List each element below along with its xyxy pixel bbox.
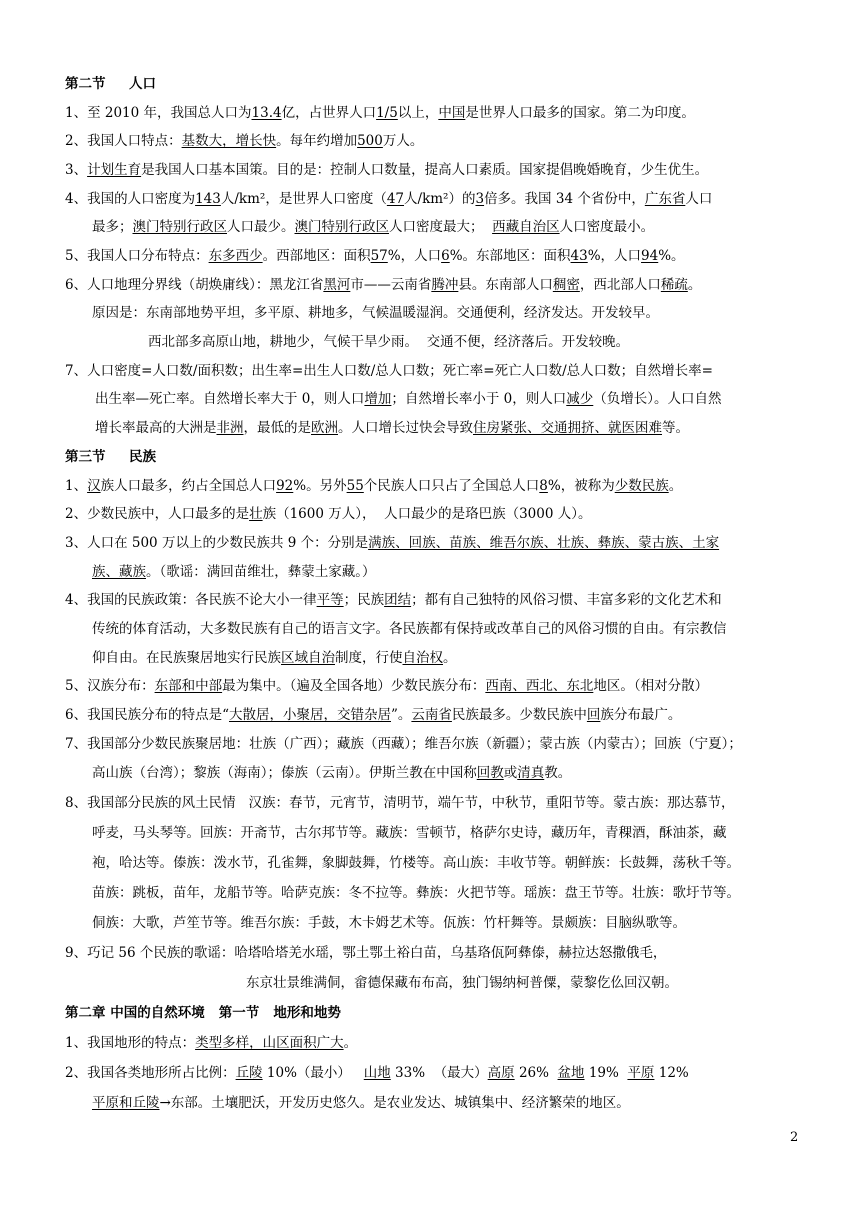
underlined-term: 13.4 (251, 105, 282, 121)
underlined-term: 高原 (487, 1065, 515, 1081)
page-number: 2 (790, 1130, 799, 1145)
text-line (65, 131, 423, 151)
text-segment: 或 (503, 765, 518, 781)
text-segment: 出生率—死亡率。自然增长率大于 0，则人口 (95, 391, 365, 407)
text-line (92, 648, 457, 668)
text-line (65, 476, 682, 496)
underlined-term: 1/5 (376, 105, 398, 121)
text-line (65, 676, 708, 696)
underlined-term: 西南、西北、东北 (485, 678, 594, 694)
underlined-term: 稠密 (552, 277, 580, 293)
text-segment: 民族 (105, 449, 156, 465)
text-line (65, 943, 666, 963)
text-line (65, 246, 685, 266)
text-line (92, 823, 727, 843)
text-segment: 增长率最高的大洲是 (95, 420, 217, 436)
text-line (65, 734, 742, 754)
text-line (92, 883, 740, 903)
text-segment: 。人口增长过快会导致 (338, 420, 473, 436)
text-segment: 仰自由。在民族聚居地实行民族 (92, 650, 281, 666)
text-segment: 6、人口地理分界线（胡焕庸线）：黑龙江省 (65, 277, 324, 293)
text-segment: ；自然增长率小于 0，则人口 (391, 391, 567, 407)
underlined-term: 3 (475, 191, 485, 207)
underlined-term: 43 (570, 248, 588, 264)
text-segment: 10%（最小） (262, 1065, 364, 1081)
underlined-term: 中国 (438, 105, 466, 121)
underlined-term: 47 (386, 191, 405, 207)
text-line (65, 103, 695, 123)
underlined-term: 汉 (87, 478, 101, 494)
text-segment: 2、少数民族中，人口最多的是 (65, 506, 250, 522)
text-line (65, 275, 701, 295)
text-segment: 族人口最多，约占全国总人口 (100, 478, 277, 494)
underlined-term: 自治权 (402, 650, 443, 666)
underlined-term: 澳门特别行政区 (132, 219, 227, 235)
underlined-term: 澳门特别行政区 (294, 219, 389, 235)
text-segment: 民族最多。少数民族中 (451, 707, 587, 723)
text-segment: 4、我国的人口密度为 (65, 191, 196, 207)
underlined-term: 丘陵 (235, 1065, 263, 1081)
text-segment: 族分布最广。 (600, 707, 682, 723)
text-segment: 等。 (662, 420, 689, 436)
text-segment: ”。 (391, 707, 412, 723)
text-segment: 2、我国各类地形所占比例： (65, 1065, 236, 1081)
underlined-term: 清真 (517, 765, 545, 781)
underlined-term: 类型多样，山区面积广大 (195, 1035, 344, 1051)
text-segment: 族（1600 万人）， 人口最少的是珞巴族（3000 人）。 (262, 506, 592, 522)
text-segment: 最多； (92, 219, 133, 235)
text-segment: %。另外 (293, 478, 347, 494)
text-segment: 袍，哈达等。傣族：泼水节，孔雀舞，象脚鼓舞，竹楼等。高山族：丰收节等。朝鲜族：长鼓舞，荡秋千等。 (92, 855, 740, 871)
text-line (65, 705, 681, 725)
text-line (65, 160, 708, 180)
text-line (65, 533, 719, 553)
text-segment: 4、我国的民族政策：各民族不论大小一律 (65, 592, 317, 608)
text-segment: 。 (687, 277, 702, 293)
text-segment: 7、人口密度=人口数/面积数；出生率=出生人口数/总人口数；死亡率=死亡人口数/总人口数；自然增长率= (65, 363, 713, 379)
text-line (92, 562, 376, 582)
underlined-term: 减少 (566, 391, 594, 407)
text-segment: 12% (654, 1065, 689, 1081)
text-segment: 地区。（相对分散） (593, 678, 709, 694)
text-segment: 。（歌谣：满回苗维壮，彝蒙土家藏。） (146, 564, 376, 580)
text-segment: 第三节 (65, 449, 106, 465)
text-segment: 。西部地区：面积 (262, 248, 371, 264)
text-segment: 3、人口在 500 万以上的少数民族共 9 个：分别是 (65, 535, 369, 551)
text-segment: 人口密度最大； (389, 219, 493, 235)
text-segment: 是我国人口基本国策。目的是：控制人口数量，提高人口素质。国家提倡晚婚晚育，少生优生。 (141, 162, 709, 178)
underlined-term: 稀疏 (660, 277, 688, 293)
text-segment: 19% (584, 1065, 628, 1081)
text-line (92, 763, 571, 783)
text-segment: 。 (343, 1035, 358, 1051)
text-segment: 7、我国部分少数民族聚居地：壮族（广西）；藏族（西藏）；维吾尔族（新疆）；蒙古族（内蒙古）；回族（宁夏）； (65, 736, 742, 752)
text-segment: 呼麦，马头琴等。回族：开斋节，古尔邦节等。藏族：雪顿节，格萨尔史诗，藏历年，青稞酒，酥油茶，藏 (92, 825, 727, 841)
text-segment: 5、汉族分布： (65, 678, 155, 694)
text-segment: 亿，占世界人口 (281, 105, 377, 121)
underlined-term: 回 (586, 707, 601, 723)
underlined-term: 计划生育 (87, 162, 142, 178)
text-line (92, 913, 686, 933)
underlined-term: 腾冲 (431, 277, 459, 293)
underlined-term: 基数大，增长快 (181, 133, 277, 149)
text-segment: 东京壮景维满侗，畲德保藏布布高，独门锡纳柯普僳，蒙黎仡仫回汉朝。 (246, 975, 678, 991)
text-line (246, 973, 678, 993)
text-segment: 。 (668, 478, 683, 494)
underlined-term: 西藏自治区 (492, 219, 560, 235)
text-segment: 人口 (105, 76, 156, 92)
underlined-term: 平等 (316, 592, 344, 608)
text-line (65, 361, 713, 381)
text-segment: %，人口 (587, 248, 642, 264)
text-segment: 苗族：跳板，苗年，龙船节等。哈萨克族：冬不拉等。彝族：火把节等。瑶族：盘王节等。壮族：歌圩节等。 (92, 885, 740, 901)
text-segment: 1、我国地形的特点： (65, 1035, 196, 1051)
text-segment: 西北部多高原山地，耕地少，气候干旱少雨。 交通不便，经济落后。开发较晚。 (148, 334, 630, 350)
text-segment: 。每年约增加 (276, 133, 358, 149)
text-line (92, 303, 659, 323)
underlined-term: 平原 (627, 1065, 655, 1081)
text-line (65, 793, 734, 813)
text-segment: （负增长）。人口自然 (593, 391, 722, 407)
text-segment: 倍多。我国 34 个省份中， (484, 191, 645, 207)
underlined-term: 云南省 (411, 707, 452, 723)
text-segment: 8、我国部分民族的风土民情 汉族：春节，元宵节，清明节，端午节，中秋节，重阳节等。蒙古族：那达慕节， (65, 795, 735, 811)
text-segment: %，被称为 (547, 478, 615, 494)
text-line (92, 217, 654, 237)
text-line (65, 1063, 689, 1083)
underlined-term: 山地 (363, 1065, 391, 1081)
text-segment: 1、至 2010 年，我国总人口为 (65, 105, 252, 121)
text-segment: 1、 (65, 478, 88, 494)
underlined-term: 增加 (364, 391, 392, 407)
underlined-term: 住房紧张、交通拥挤、就医困难 (473, 420, 662, 436)
underlined-term: 大散居，小聚居，交错杂居 (229, 707, 391, 723)
underlined-term: 55 (346, 478, 364, 494)
text-segment: 万人。 (382, 133, 424, 149)
text-line (92, 619, 727, 639)
text-segment: 2、我国人口特点： (65, 133, 182, 149)
underlined-term: 57 (370, 248, 388, 264)
underlined-term: 黑河 (323, 277, 351, 293)
text-segment: 县。东南部人口 (458, 277, 553, 293)
underlined-term: 族、藏族 (92, 564, 146, 580)
text-segment: 是世界人口最多的国家。第二为印度。 (465, 105, 695, 121)
text-segment: 人口 (685, 191, 713, 207)
text-line (148, 332, 629, 352)
text-segment: 最为集中。（遍及全国各地）少数民族分布： (222, 678, 486, 694)
text-segment: %。 (658, 248, 685, 264)
underlined-term: 143 (195, 191, 221, 207)
text-segment: %，人口 (387, 248, 442, 264)
underlined-term: 广东省 (644, 191, 686, 207)
text-segment: 制度，行使 (335, 650, 403, 666)
text-segment: →东部。土壤肥沃，开发历史悠久。是农业发达、城镇集中、经济繁荣的地区。 (159, 1095, 630, 1111)
text-segment: 以上， (397, 105, 439, 121)
text-line (92, 1093, 630, 1113)
underlined-term: 盆地 (557, 1065, 585, 1081)
text-line (92, 853, 740, 873)
section-heading (65, 74, 156, 94)
text-segment: 。 (443, 650, 457, 666)
text-segment: %。东部地区：面积 (449, 248, 571, 264)
text-segment: ，西北部人口 (579, 277, 661, 293)
text-line (65, 590, 722, 610)
text-segment: 人/km²，是世界人口密度（ (220, 191, 387, 207)
text-segment: 教。 (544, 765, 572, 781)
underlined-term: 欧洲 (311, 420, 338, 436)
text-segment: 3、 (65, 162, 88, 178)
underlined-term: 92 (276, 478, 294, 494)
underlined-term: 壮 (249, 506, 263, 522)
text-segment: 传统的体育活动，大多数民族有自己的语言文字。各民族都有保持或改革自己的风俗习惯的自由。有宗教信 (92, 621, 727, 637)
text-segment: 6、我国民族分布的特点是“ (65, 707, 229, 723)
underlined-term: 满族、回族、苗族、维吾尔族、壮族、彝族、蒙古族、土家 (368, 535, 720, 551)
underlined-term: 团结 (384, 592, 412, 608)
text-line (65, 504, 591, 524)
section-heading (65, 447, 156, 467)
text-segment: 人口最少。 (227, 219, 295, 235)
underlined-term: 非洲 (216, 420, 244, 436)
text-line (95, 418, 689, 438)
underlined-term: 少数民族 (614, 478, 669, 494)
underlined-term: 东部和中部 (154, 678, 223, 694)
text-segment: 第二章 中国的自然环境 第一节 地形和地势 (65, 1005, 341, 1021)
text-segment: 人/km²）的 (404, 191, 476, 207)
underlined-term: 东多西少 (208, 248, 263, 264)
underlined-term: 500 (357, 133, 383, 149)
text-segment: 个民族人口只占了全国总人口 (363, 478, 540, 494)
text-segment: 33% （最大） (390, 1065, 488, 1081)
underlined-term: 回教 (476, 765, 504, 781)
underlined-term: 6 (441, 248, 450, 264)
underlined-term: 94 (641, 248, 659, 264)
text-segment: 高山族（台湾）；黎族（海南）；傣族（云南）。伊斯兰教在中国称 (92, 765, 477, 781)
text-segment: 9、巧记 56 个民族的歌谣：哈塔哈塔羌水瑶，鄂土鄂土裕白苗，乌基珞佤阿彝傣，赫拉达怒撒俄毛， (65, 945, 667, 961)
underlined-term: 8 (539, 478, 548, 494)
text-segment: 人口密度最小。 (559, 219, 655, 235)
text-segment: ；民族 (343, 592, 385, 608)
text-segment: 5、我国人口分布特点： (65, 248, 209, 264)
text-segment: ；都有自己独特的风俗习惯、丰富多彩的文化艺术和 (411, 592, 722, 608)
text-line (95, 389, 722, 409)
text-segment: ，最低的是 (243, 420, 311, 436)
underlined-term: 区域自治 (281, 650, 335, 666)
text-segment: 市——云南省 (350, 277, 432, 293)
text-line (65, 1033, 357, 1053)
text-segment: 第二节 (65, 76, 106, 92)
text-line (65, 189, 712, 209)
text-segment: 原因是：东南部地势平坦，多平原、耕地多，气候温暖湿润。交通便利，经济发达。开发较早。 (92, 305, 659, 321)
underlined-term: 平原和丘陵 (92, 1095, 160, 1111)
text-segment: 26% (514, 1065, 558, 1081)
section-heading (65, 1003, 341, 1023)
text-segment: 侗族：大歌，芦笙节等。维吾尔族：手鼓，木卡姆艺术等。佤族：竹杆舞等。景颇族：目脑纵歌等。 (92, 915, 686, 931)
